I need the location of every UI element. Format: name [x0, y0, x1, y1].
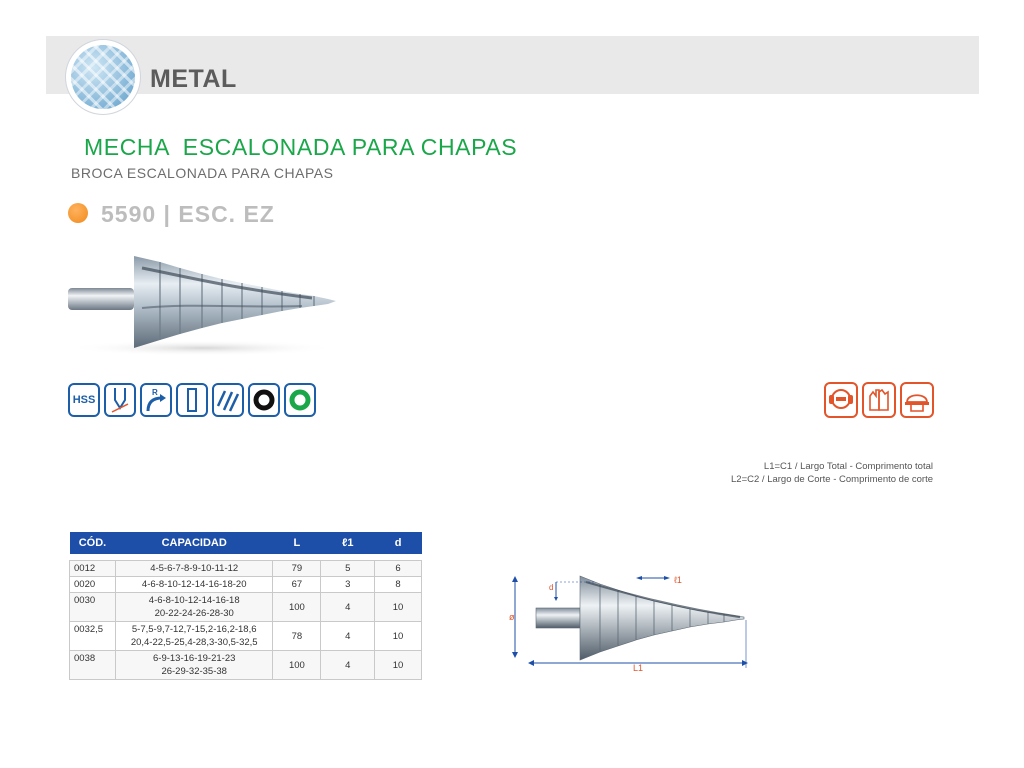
straight-shank-icon	[176, 383, 208, 417]
cell-d: 6	[375, 561, 422, 577]
cell-d: 10	[375, 593, 422, 622]
gloves-glyph	[864, 384, 894, 416]
spiral-flute-icon	[212, 383, 244, 417]
header-d: d	[375, 532, 422, 554]
right-hand-rotation-icon	[140, 383, 172, 417]
cell-capacity	[115, 651, 273, 680]
ear-eye-protection-icon	[824, 382, 858, 418]
capacity-line: 20-22-24-26-28-30	[154, 608, 234, 619]
cell-l1: 5	[321, 561, 375, 577]
header-capacity: CAPACIDAD	[115, 532, 273, 554]
cell-L: 78	[273, 622, 321, 651]
cell-capacity	[115, 561, 273, 577]
cell-L: 79	[273, 561, 321, 577]
helmet-glyph	[902, 384, 932, 416]
metal-texture-image	[71, 45, 135, 109]
product-title: MECHA ESCALONADA PARA CHAPAS	[84, 134, 518, 160]
legend-line-2: L2=C2 / Largo de Corte - Comprimento de corte	[731, 474, 933, 485]
table-row	[70, 651, 422, 680]
point-angle-icon	[104, 383, 136, 417]
step-drill-photo	[62, 248, 344, 358]
cell-L: 67	[273, 577, 321, 593]
header-L: L	[273, 532, 321, 554]
cell-l1: 4	[321, 622, 375, 651]
cell-capacity	[115, 577, 273, 593]
hss-icon	[68, 383, 100, 417]
L1-label: L1	[633, 663, 644, 672]
header-code: CÓD.	[70, 532, 116, 554]
hss-label: HSS	[72, 394, 96, 406]
cell-d: 8	[375, 577, 422, 593]
capacity-line: 26-29-32-35-38	[161, 666, 227, 677]
cell-code: 0038	[70, 651, 116, 680]
table-row	[70, 593, 422, 622]
table-row	[70, 561, 422, 577]
point-angle-glyph	[107, 386, 133, 414]
cell-d: 10	[375, 622, 422, 651]
metal-texture-badge	[66, 40, 140, 114]
capacity-line: 4-5-6-7-8-9-10-11-12	[150, 563, 239, 574]
product-code: 5590 | ESC. EZ	[101, 201, 275, 227]
capacity-line: 20,4-22,5-25,4-28,3-30,5-32,5	[130, 637, 258, 648]
cell-code: 0012	[70, 561, 116, 577]
svg-text:R: R	[152, 388, 158, 397]
black-ring-glyph	[251, 386, 277, 414]
cell-L: 100	[273, 651, 321, 680]
technical-drawing	[508, 568, 764, 672]
table-row	[70, 577, 422, 593]
cell-l1: 3	[321, 577, 375, 593]
capacity-line: 5-7,5-9,7-12,7-15,2-16,2-18,6	[131, 624, 257, 635]
ear-eye-glyph	[826, 384, 856, 416]
cell-L: 100	[273, 593, 321, 622]
gloves-icon	[862, 382, 896, 418]
cell-capacity	[115, 593, 273, 622]
green-ring-icon	[284, 383, 316, 417]
legend-line-1: L1=C1 / Largo Total - Comprimento total	[763, 461, 933, 472]
spec-table	[69, 532, 422, 680]
section-label: METAL	[150, 65, 237, 93]
diameter-label: ø	[509, 612, 515, 622]
capacity-line: 6-9-13-16-19-21-23	[153, 653, 236, 664]
l1-label: ℓ1	[674, 575, 682, 585]
dimension-legend	[731, 460, 933, 486]
table-header-row	[70, 532, 422, 554]
capacity-line: 4-6-8-10-12-14-16-18-20	[141, 579, 247, 590]
cell-code: 0020	[70, 577, 116, 593]
product-subtitle: BROCA ESCALONADA PARA CHAPAS	[71, 165, 334, 181]
helmet-icon	[900, 382, 934, 418]
rotation-glyph	[143, 386, 169, 414]
black-ring-icon	[248, 383, 280, 417]
green-ring-glyph	[287, 386, 313, 414]
flute-glyph	[215, 386, 241, 414]
header-l1: ℓ1	[321, 532, 375, 554]
d-label: d	[549, 583, 554, 592]
cell-capacity	[115, 622, 273, 651]
shank-glyph	[179, 386, 205, 414]
cell-code: 0032,5	[70, 622, 116, 651]
cell-l1: 4	[321, 593, 375, 622]
capacity-line: 4-6-8-10-12-14-16-18	[148, 595, 240, 606]
cell-l1: 4	[321, 651, 375, 680]
orange-bullet-icon	[68, 203, 88, 223]
cell-d: 10	[375, 651, 422, 680]
cell-code: 0030	[70, 593, 116, 622]
table-row	[70, 622, 422, 651]
